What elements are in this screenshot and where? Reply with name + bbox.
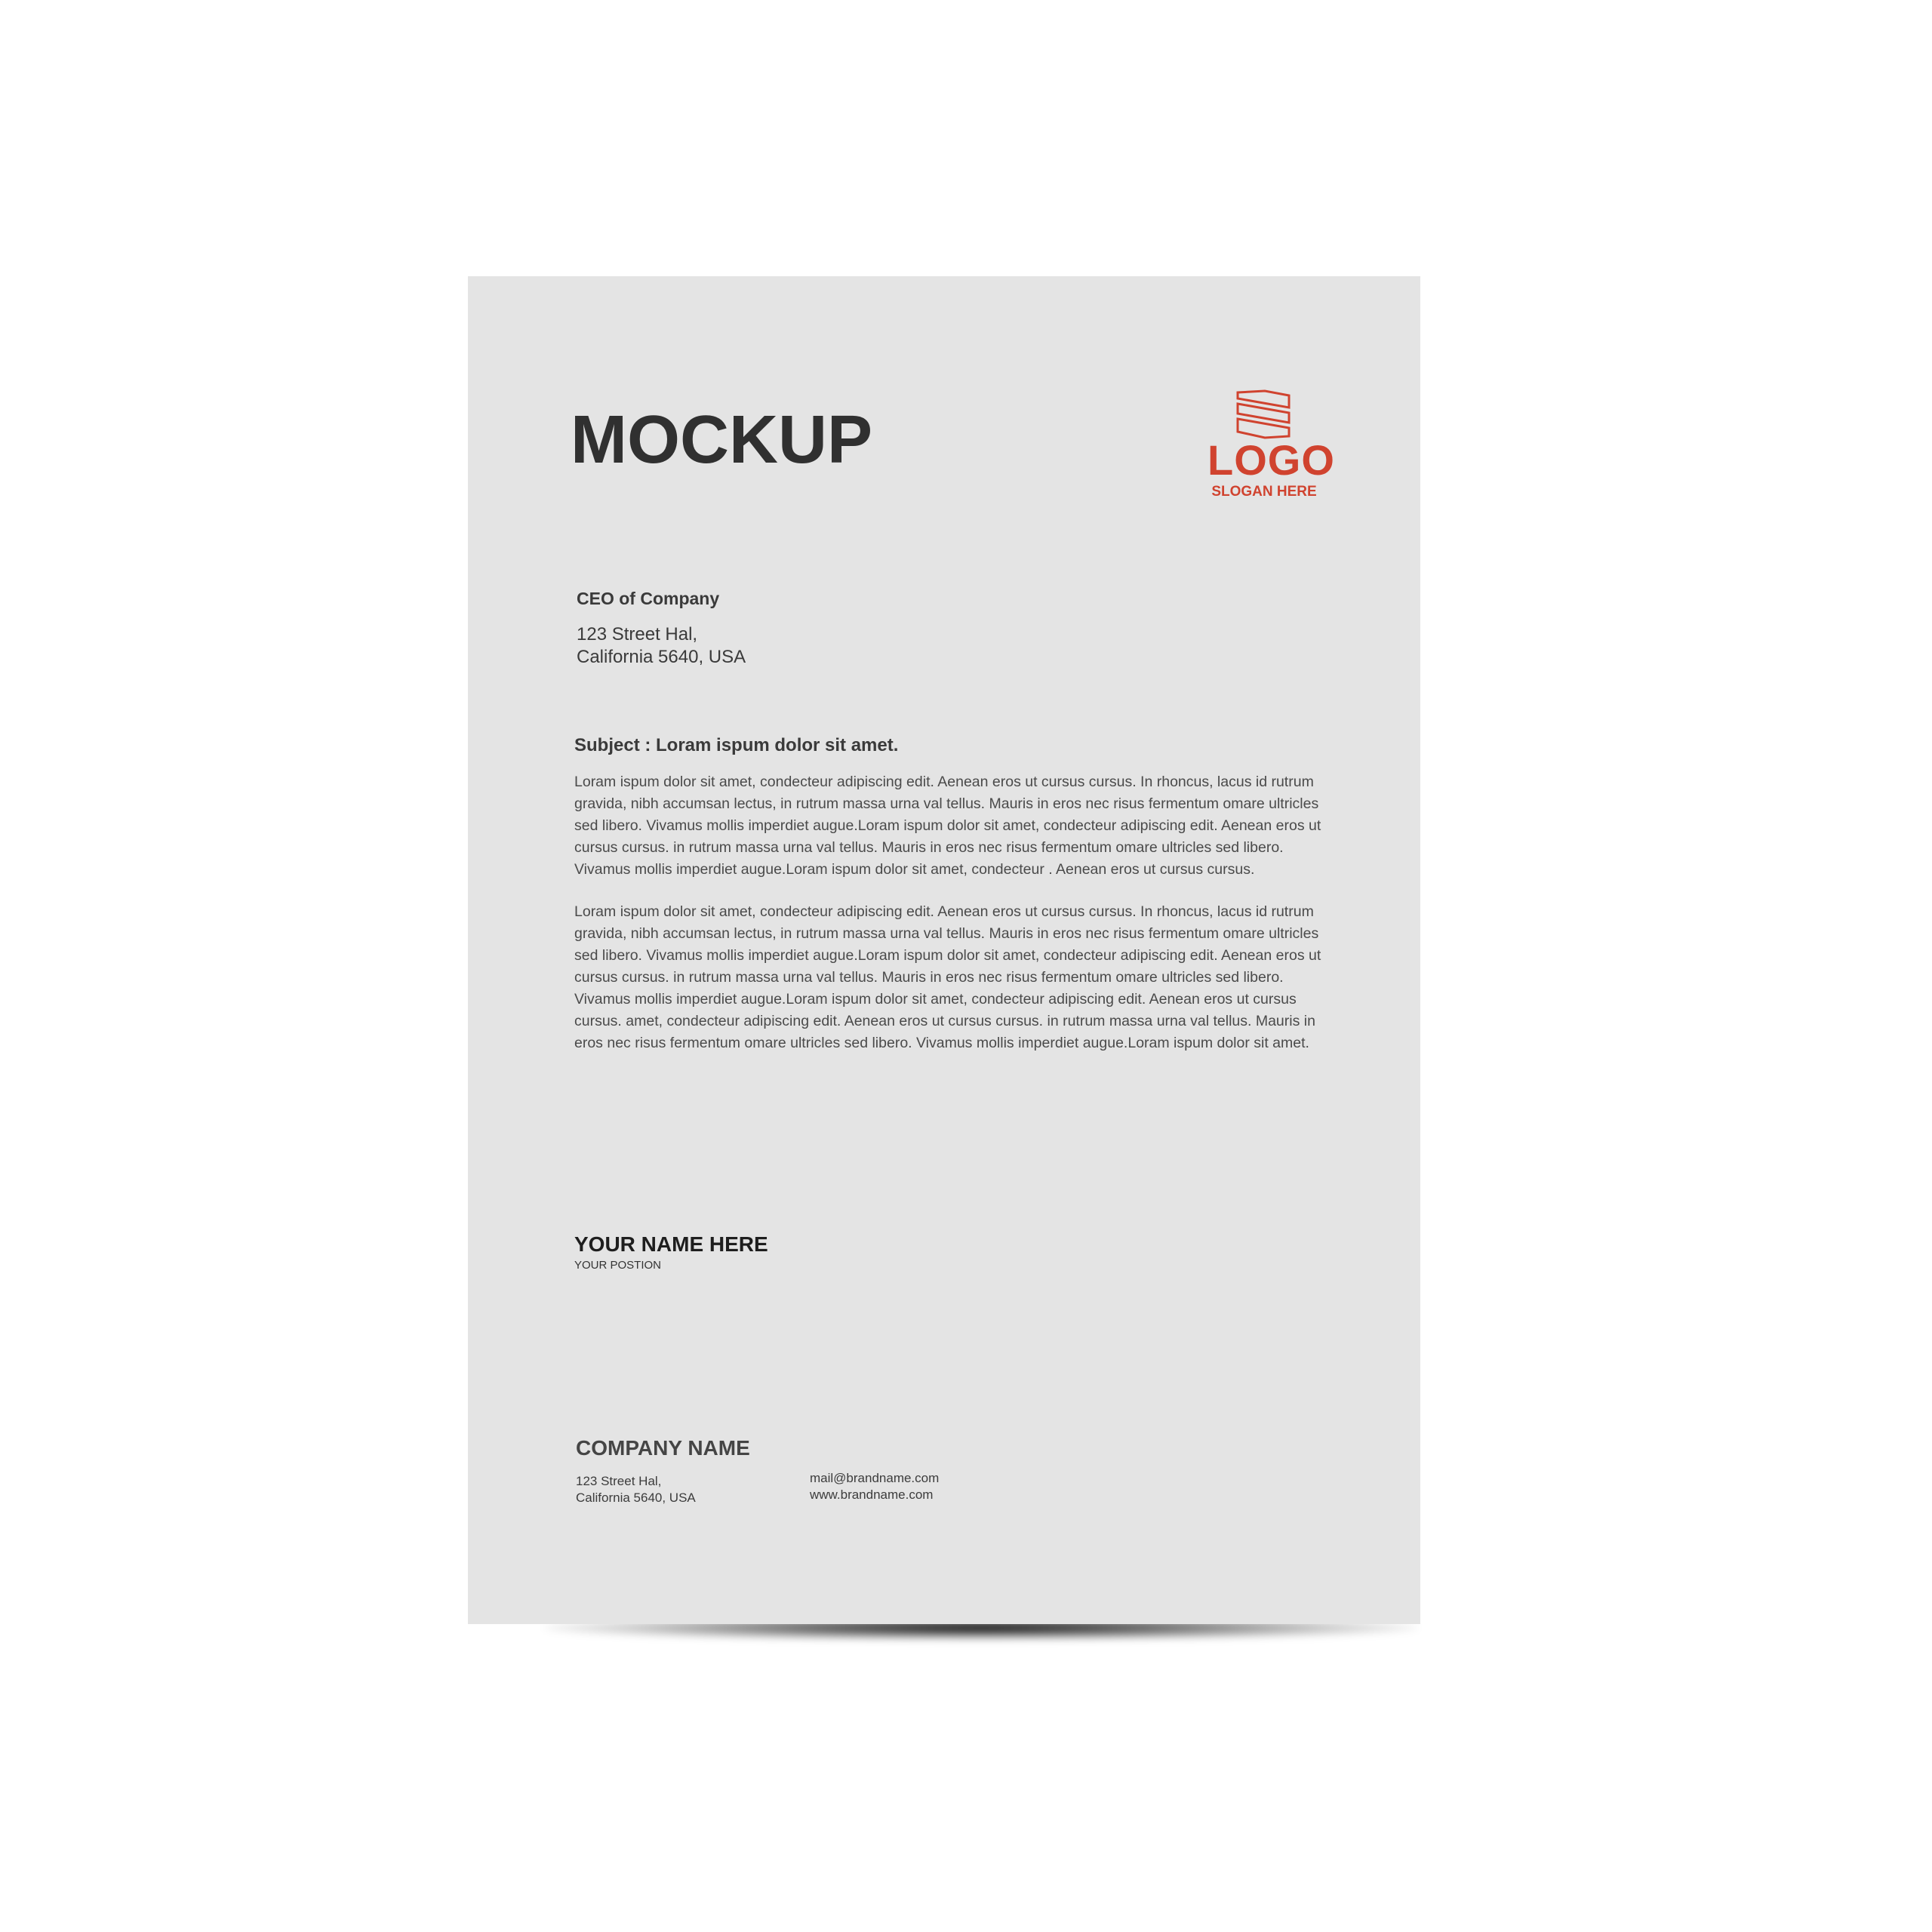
footer-email: mail@brandname.com	[810, 1471, 940, 1485]
letterhead-title: MOCKUP	[571, 402, 872, 478]
logo	[1208, 389, 1335, 500]
company-name: COMPANY NAME	[576, 1436, 750, 1460]
footer-address-line1: 123 Street Hal,	[576, 1474, 662, 1488]
subject-line: Subject : Loram ispum dolor sit amet.	[574, 735, 899, 755]
stacked-bars-logo-icon	[1235, 389, 1294, 439]
footer-block	[576, 1435, 939, 1506]
logo-slogan: SLOGAN HERE	[1211, 484, 1317, 500]
body-paragraph: Loram ispum dolor sit amet, condecteur adipiscing edit. Aenean eros ut cursus cursus. In rhoncus, lacus id rutrum gravida, nibh accumsan lectus, in rutrum massa urna val tellus. Mauris in eros nec risus fermentum omare ultricles sed libero. Vivamus mollis imperdiet augue.Loram ispum dolor sit amet, condecteur adipiscing edit. Aenean eros ut cursus cursus. in rutrum massa urna val tellus. Mauris in eros nec risus fermentum omare ultricles sed libero. Vivamus mollis imperdiet augue.Loram ispum dolor sit amet, condecteur adipiscing edit. Aenean eros ut cursus cursus. amet, condecteur adipiscing edit. Aenean eros ut cursus cursus. in rutrum massa urna val tellus. Mauris in eros nec risus fermentum omare ultricles sed libero. Vivamus mollis imperdiet augue.Loram ispum dolor sit amet.	[574, 903, 1321, 1051]
recipient-address	[577, 623, 746, 669]
signer-position: YOUR POSTION	[574, 1259, 662, 1272]
letter-body	[574, 771, 1329, 1075]
footer-contact	[810, 1470, 939, 1506]
recipient-block	[577, 587, 746, 669]
recipient-address-line1: 123 Street Hal,	[577, 624, 698, 645]
logo-wordmark: LOGO	[1208, 436, 1335, 484]
footer-columns	[576, 1470, 939, 1506]
recipient-address-line2: California 5640, USA	[577, 647, 746, 667]
footer-website: www.brandname.com	[810, 1487, 934, 1502]
signature-block	[574, 1232, 768, 1272]
footer-address	[576, 1473, 810, 1506]
letterhead-paper	[468, 276, 1420, 1624]
body-paragraph: Loram ispum dolor sit amet, condecteur adipiscing edit. Aenean eros ut cursus cursus. In rhoncus, lacus id rutrum gravida, nibh accumsan lectus, in rutrum massa urna val tellus. Mauris in eros nec risus fermentum omare ultricles sed libero. Vivamus mollis imperdiet augue.Loram ispum dolor sit amet, condecteur adipiscing edit. Aenean eros ut cursus cursus. in rutrum massa urna val tellus. Mauris in eros nec risus fermentum omare ultricles sed libero. Vivamus mollis imperdiet augue.Loram ispum dolor sit amet, condecteur . Aenean eros ut cursus cursus.	[574, 774, 1321, 878]
recipient-role: CEO of Company	[577, 589, 720, 608]
signer-name: YOUR NAME HERE	[574, 1232, 768, 1256]
footer-address-line2: California 5640, USA	[576, 1491, 696, 1505]
